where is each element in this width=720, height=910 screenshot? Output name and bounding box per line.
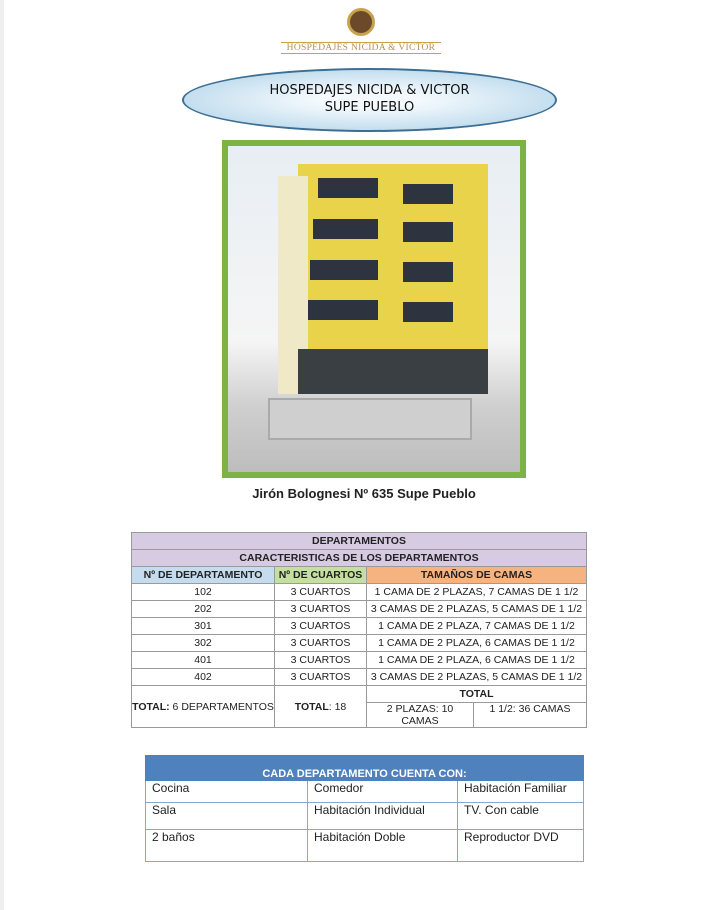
- amenities-table: [145, 755, 584, 862]
- cell: 102: [132, 584, 275, 601]
- table-row: [132, 601, 587, 618]
- cell: Habitación Familiar: [458, 781, 584, 803]
- cell: Habitación Doble: [308, 830, 458, 862]
- title-line2: SUPE PUEBLO: [324, 100, 415, 115]
- address-caption: Jirón Bolognesi Nº 635 Supe Pueblo: [252, 486, 476, 501]
- table-row: [146, 830, 584, 862]
- crest-icon: [347, 8, 375, 36]
- cell: Reproductor DVD: [458, 830, 584, 862]
- cell: 3 CUARTOS: [275, 669, 367, 686]
- cell: 3 CUARTOS: [275, 635, 367, 652]
- table-row: [146, 803, 584, 830]
- header-beds: TAMAÑOS DE CAMAS: [367, 567, 587, 584]
- logo-text: HOSPEDAJES NICIDA & VICTOR: [281, 42, 441, 54]
- cell: Habitación Individual: [308, 803, 458, 830]
- cell: 1 CAMA DE 2 PLAZA, 6 CAMAS DE 1 1/2: [367, 652, 587, 669]
- planter: [268, 398, 472, 440]
- cell: 3 CUARTOS: [275, 652, 367, 669]
- total-label: TOTAL: [294, 700, 329, 713]
- cell: 1 CAMA DE 2 PLAZA, 6 CAMAS DE 1 1/2: [367, 635, 587, 652]
- cell: 402: [132, 669, 275, 686]
- table-row: [132, 635, 587, 652]
- total-beds-label: TOTAL: [367, 686, 587, 703]
- total-beds: [367, 703, 587, 728]
- total-value: : 18: [328, 700, 347, 713]
- total-departments: [132, 686, 275, 728]
- building: [298, 164, 488, 394]
- cell: 3 CUARTOS: [275, 584, 367, 601]
- table-title: DEPARTAMENTOS: [132, 533, 587, 550]
- title-banner: [182, 68, 557, 132]
- cell: Comedor: [308, 781, 458, 803]
- cell: 3 CAMAS DE 2 PLAZAS, 5 CAMAS DE 1 1/2: [367, 669, 587, 686]
- total-1half: 1 1/2: 36 CAMAS: [489, 703, 571, 715]
- title-line1: HOSPEDAJES NICIDA & VICTOR: [269, 83, 470, 98]
- table-row: [132, 652, 587, 669]
- amenities-header: CADA DEPARTAMENTO CUENTA CON:: [146, 756, 584, 781]
- cell: Sala: [146, 803, 308, 830]
- header-dept: Nº DE DEPARTAMENTO: [132, 567, 275, 584]
- header-rooms: Nº DE CUARTOS: [275, 567, 367, 584]
- cell: 202: [132, 601, 275, 618]
- cell: 2 baños: [146, 830, 308, 862]
- cell: 301: [132, 618, 275, 635]
- table-row: [132, 669, 587, 686]
- cell: 1 CAMA DE 2 PLAZA, 7 CAMAS DE 1 1/2: [367, 618, 587, 635]
- hotel-logo: [281, 8, 441, 60]
- table-row: [132, 584, 587, 601]
- cell: 401: [132, 652, 275, 669]
- total-2plazas: 2 PLAZAS: 10 CAMAS: [367, 703, 474, 727]
- total-rooms: [275, 686, 367, 728]
- total-value: 6 DEPARTAMENTOS: [169, 700, 274, 713]
- cell: TV. Con cable: [458, 803, 584, 830]
- total-label: TOTAL:: [132, 700, 170, 713]
- table-subtitle: CARACTERISTICAS DE LOS DEPARTAMENTOS: [132, 550, 587, 567]
- apartments-table: [131, 532, 587, 728]
- table-row: [146, 781, 584, 803]
- cell: 3 CAMAS DE 2 PLAZAS, 5 CAMAS DE 1 1/2: [367, 601, 587, 618]
- table-row: [132, 618, 587, 635]
- building-photo: [222, 140, 526, 478]
- cell: 302: [132, 635, 275, 652]
- cell: Cocina: [146, 781, 308, 803]
- cell: 1 CAMA DE 2 PLAZAS, 7 CAMAS DE 1 1/2: [367, 584, 587, 601]
- cell: 3 CUARTOS: [275, 601, 367, 618]
- cell: 3 CUARTOS: [275, 618, 367, 635]
